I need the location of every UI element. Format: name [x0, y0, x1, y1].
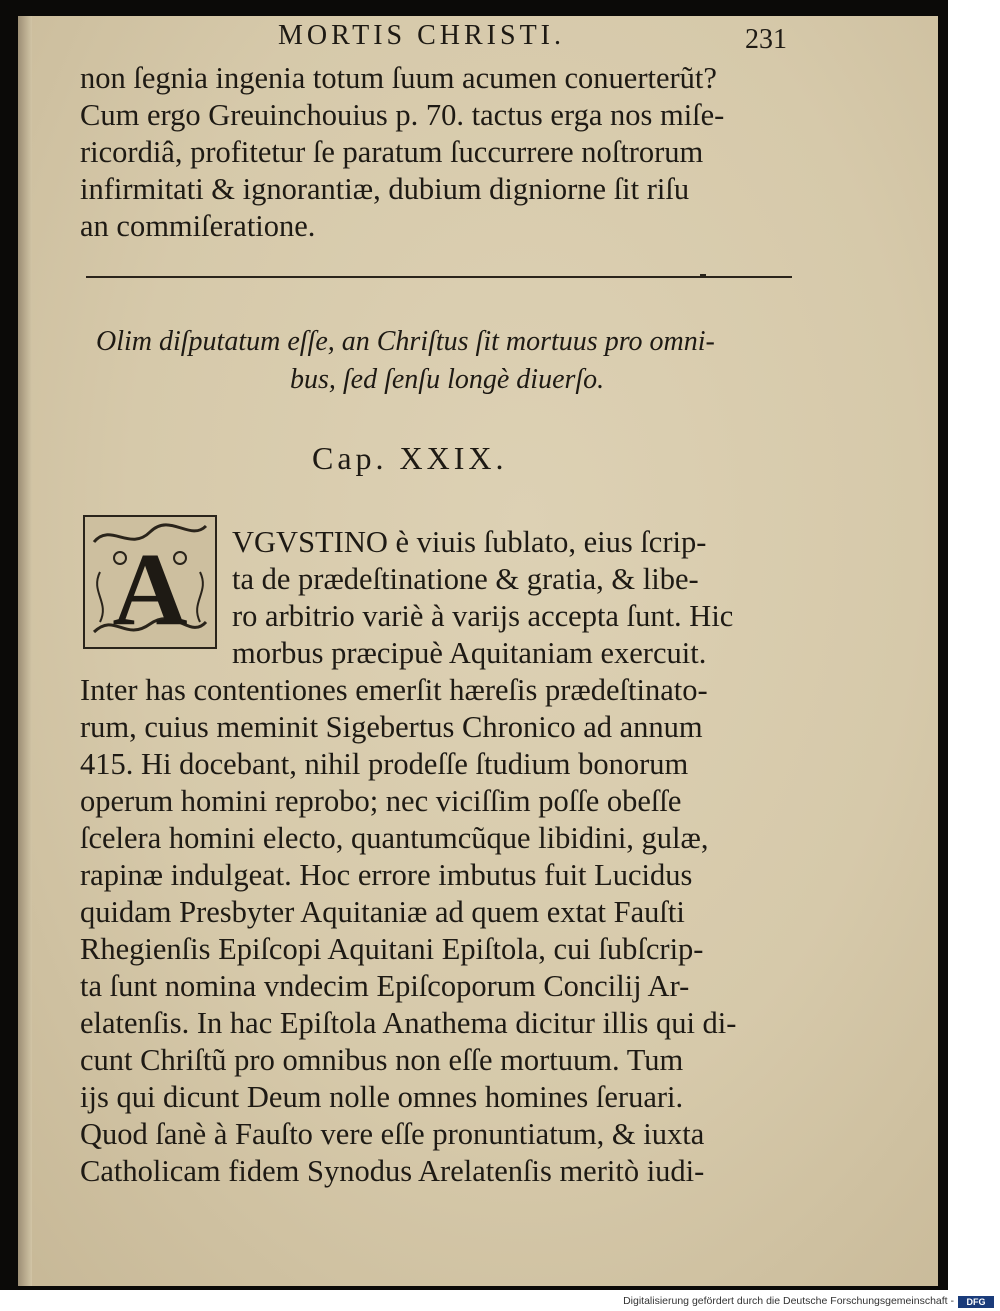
page-gutter-shadow: [18, 16, 32, 1286]
text-line: Rhegienſis Epiſcopi Aquitani Epiſtola, cui ſubſcrip-: [80, 932, 704, 966]
text-line: ijs qui dicunt Deum nolle omnes homines ſeruari.: [80, 1080, 684, 1114]
text-line: non ſegnia ingenia totum ſuum acumen conuerterũt?: [80, 61, 717, 95]
text-line: elatenſis. In hac Epiſtola Anathema dicitur illis qui di-: [80, 1006, 737, 1040]
text-line: quidam Presbyter Aquitaniæ ad quem extat Fauſti: [80, 895, 685, 929]
text-line: Catholicam fidem Synodus Arelatenſis meritò iudi-: [80, 1154, 705, 1188]
text-line: an commiſeratione.: [80, 209, 316, 243]
section-heading-line: bus, ſed ſenſu longè diuerſo.: [290, 364, 605, 395]
initial-letter: A: [112, 532, 188, 647]
text-line: Inter has contentiones emerſit hæreſis prædeſtinato-: [80, 673, 708, 707]
section-divider: [86, 276, 792, 278]
text-line: VGVSTINO è viuis ſublato, eius ſcrip-: [232, 525, 707, 559]
text-line: morbus præcipuè Aquitaniam exercuit.: [232, 636, 707, 670]
dfg-logo: DFG: [958, 1296, 994, 1308]
text-line: ta ſunt nomina vndecim Epiſcoporum Concilij Ar-: [80, 969, 690, 1003]
section-heading-line: Olim diſputatum eſſe, an Chriſtus ſit mortuus pro omni-: [96, 326, 715, 357]
text-line: ſcelera homini electo, quantumcũque libidini, gulæ,: [80, 821, 709, 855]
chapter-heading: Cap. XXIX.: [312, 440, 508, 476]
text-line: Quod ſanè à Fauſto vere eſſe pronuntiatum, & iuxta: [80, 1117, 705, 1151]
text-line: Cum ergo Greuinchouius p. 70. tactus erga nos miſe-: [80, 98, 725, 132]
decorated-initial: [80, 512, 220, 652]
text-line: ro arbitrio variè à varijs accepta ſunt. Hic: [232, 599, 734, 633]
text-line: operum homini reprobo; nec viciſſim poſſe obeſſe: [80, 784, 682, 818]
running-title: MORTIS CHRISTI.: [278, 20, 566, 51]
text-line: cunt Chriſtũ pro omnibus non eſſe mortuum. Tum: [80, 1043, 684, 1077]
text-line: rum, cuius meminit Sigebertus Chronico ad annum: [80, 710, 703, 744]
text-line: 415. Hi docebant, nihil prodeſſe ſtudium bonorum: [80, 747, 689, 781]
text-line: ricordiâ, profitetur ſe paratum ſuccurrere noſtrorum: [80, 135, 704, 169]
digitization-credit: Digitalisierung gefördert durch die Deutsche Forschungsgemeinschaft -: [623, 1295, 954, 1307]
text-line: infirmitati & ignorantiæ, dubium digniorne ſit riſu: [80, 172, 690, 206]
text-line: ta de prædeſtinatione & gratia, & libe-: [232, 562, 699, 596]
divider-ornament: [700, 274, 706, 278]
text-line: rapinæ indulgeat. Hoc errore imbutus fuit Lucidus: [80, 858, 693, 892]
page-number: 231: [745, 24, 787, 55]
